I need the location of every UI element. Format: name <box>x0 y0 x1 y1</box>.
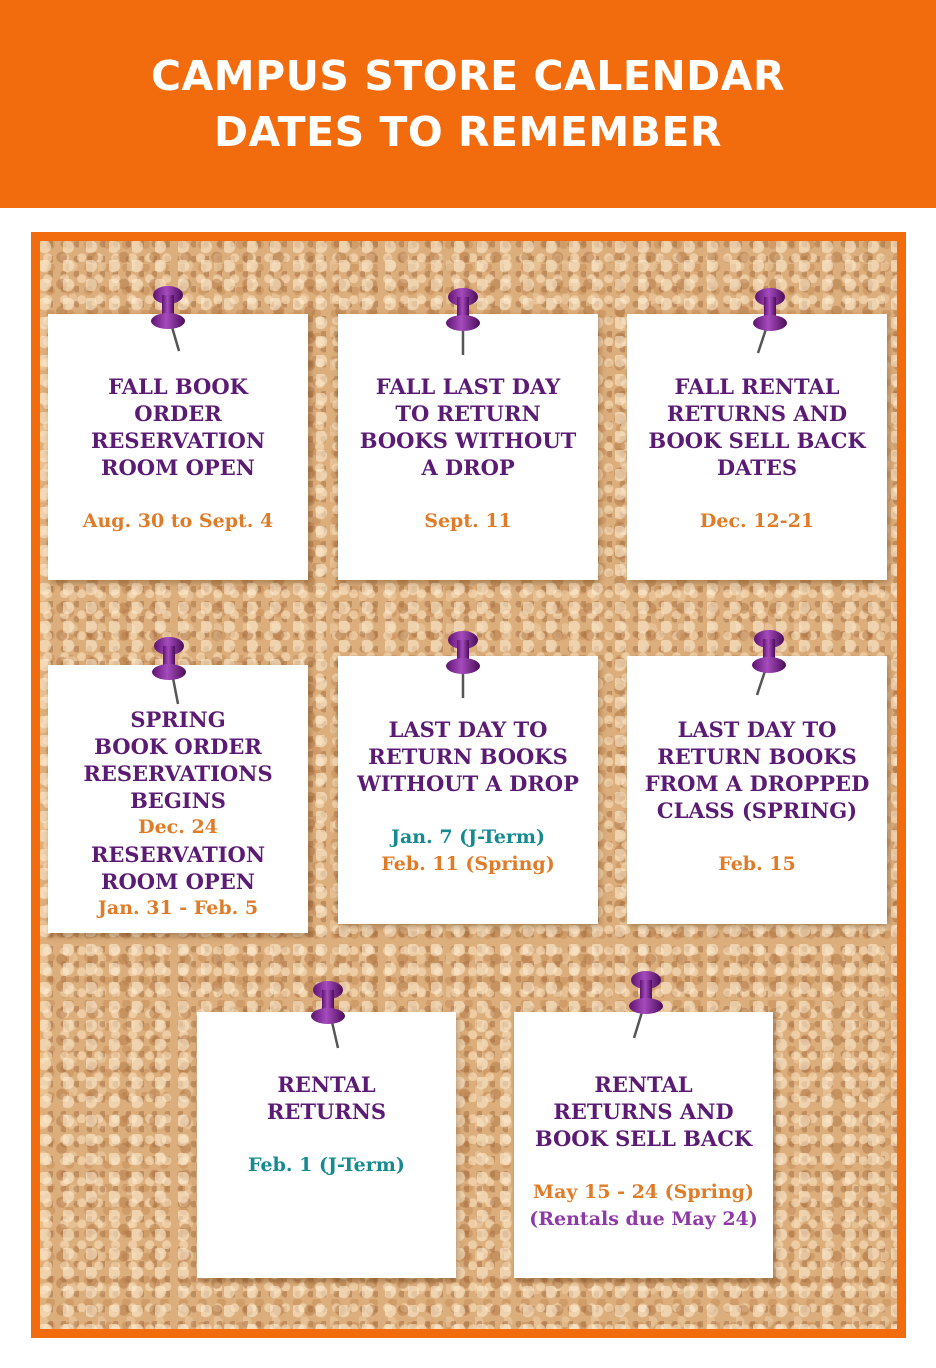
note-date-rentals-due: (Rentals due May 24) <box>529 1208 758 1230</box>
note-title-line: RENTAL <box>594 1072 693 1097</box>
note-title-line: BOOK SELL BACK <box>648 428 866 453</box>
note-title-line: RETURN BOOKS <box>368 744 568 769</box>
note-title-line: BEGINS <box>130 788 226 813</box>
note-title-line: FALL RENTAL <box>674 374 840 399</box>
push-pin-icon <box>147 634 191 706</box>
note-rental-returns <box>197 1012 456 1278</box>
note-title-line: A DROP <box>421 455 515 480</box>
page-header <box>0 0 936 208</box>
note-date: Sept. 11 <box>424 510 512 532</box>
header-title-line-1: CAMPUS STORE CALENDAR <box>150 52 786 100</box>
note-date: May 15 - 24 (Spring) <box>533 1181 754 1203</box>
note-title-line: ORDER <box>134 401 222 426</box>
note-title-line: FROM A DROPPED <box>644 771 870 796</box>
header-title-line-2: DATES TO REMEMBER <box>214 108 722 156</box>
note-title-line: RESERVATIONS <box>83 761 273 786</box>
note-title-line: FALL LAST DAY <box>375 374 561 399</box>
note-title-line: BOOKS WITHOUT <box>359 428 577 453</box>
note-date: Dec. 24 <box>138 816 218 838</box>
push-pin-icon <box>747 627 791 699</box>
note-date: Dec. 12-21 <box>699 510 815 532</box>
push-pin-icon <box>441 285 485 357</box>
note-title-line: LAST DAY TO <box>388 717 548 742</box>
note-title-line: RETURNS AND <box>553 1099 734 1124</box>
note-title-line: RETURNS AND <box>666 401 848 426</box>
note-title-line: BOOK ORDER <box>94 734 262 759</box>
note-date-jterm: Jan. 7 (J-Term) <box>390 826 546 848</box>
note-title-line: FALL BOOK <box>108 374 248 399</box>
note-title-line: SPRING <box>130 707 226 732</box>
note-title-line: LAST DAY TO <box>677 717 837 742</box>
push-pin-icon <box>306 978 350 1050</box>
note-title-line: RESERVATION <box>90 842 266 867</box>
note-rental-returns-sell-back <box>514 1012 773 1278</box>
push-pin-icon <box>748 285 792 357</box>
push-pin-icon <box>146 283 190 355</box>
note-title-line: TO RETURN <box>395 401 541 426</box>
note-title-line: DATES <box>716 455 798 480</box>
note-title-line: RETURNS <box>266 1099 387 1124</box>
note-title-line: RENTAL <box>277 1072 376 1097</box>
note-title-line: RESERVATION <box>90 428 266 453</box>
note-title-line: WITHOUT A DROP <box>357 771 579 796</box>
note-title-line: ROOM OPEN <box>101 869 255 894</box>
note-title-line: ROOM OPEN <box>101 455 255 480</box>
note-date: Aug. 30 to Sept. 4 <box>82 510 274 532</box>
note-title-line: RETURN BOOKS <box>657 744 857 769</box>
note-date: Feb. 1 (J-Term) <box>248 1154 405 1176</box>
push-pin-icon <box>624 968 668 1040</box>
note-title-line: BOOK SELL BACK <box>534 1126 753 1151</box>
push-pin-icon <box>441 628 485 700</box>
note-title-line: CLASS (SPRING) <box>656 798 858 823</box>
note-date: Jan. 31 - Feb. 5 <box>97 897 259 919</box>
note-date-spring: Feb. 11 (Spring) <box>381 853 555 875</box>
note-date: Feb. 15 <box>718 853 796 875</box>
